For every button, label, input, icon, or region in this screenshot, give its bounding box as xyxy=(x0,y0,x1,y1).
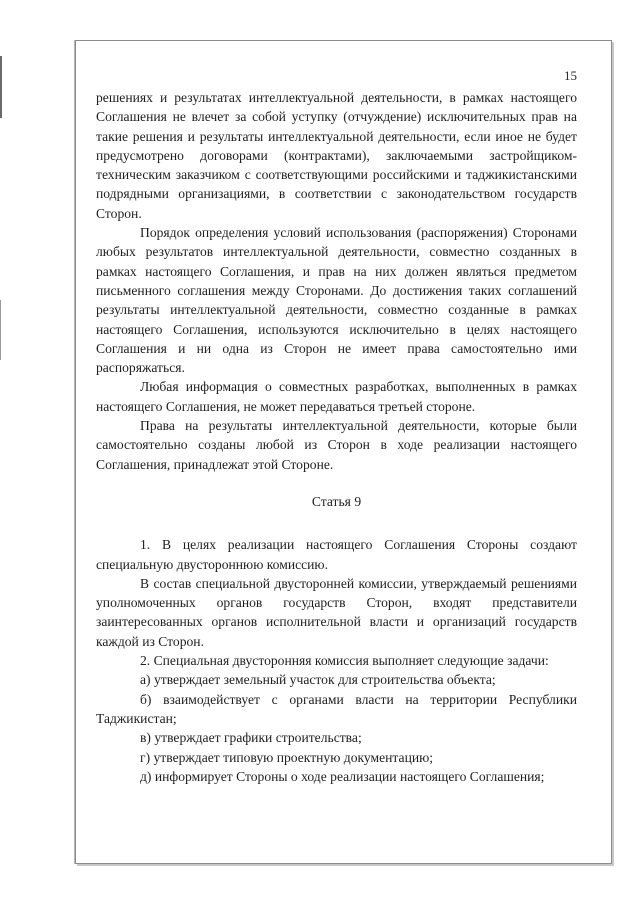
page-number: 15 xyxy=(564,68,577,83)
list-item: а) утверждает земельный участок для строительства объекта; xyxy=(140,672,496,688)
paragraph: 2. Специальная двусторонняя комиссия выполняет следующие задачи: xyxy=(140,653,549,669)
scan-edge-mark xyxy=(0,300,1,360)
list-item: г) утверждает типовую проектную документацию; xyxy=(140,749,434,765)
paragraph: В состав специальной двусторонней комиссии, утверждаемый решениями уполномоченных органов государств Сторон, входят представители заинтересованных органов исполнительной власти и организаций государств каждой из Сторон. xyxy=(96,575,577,649)
paragraph: Любая информация о совместных разработках, выполненных в рамках настоящего Соглашения, не может передаваться третьей стороне. xyxy=(96,379,577,414)
article-heading: Статья 9 xyxy=(311,493,362,509)
paragraph: 1. В целях реализации настоящего Соглашения Стороны создают специальную двустороннюю комиссию. xyxy=(96,537,577,572)
list-item: в) утверждает графики строительства; xyxy=(140,730,362,746)
paragraph: Права на результаты интеллектуальной деятельности, которые были самостоятельно созданы любой из Сторон в ходе реализации настоящего Соглашения, принадлежат этой Стороне. xyxy=(96,418,577,472)
list-item: б) взаимодействует с органами власти на территории Республики Таджикистан; xyxy=(96,691,577,726)
paragraph: Порядок определения условий использования (распоряжения) Сторонами любых результатов интеллектуальной деятельности, совместно созданных в рамках настоящего Соглашения, и прав на них должен являться предметом письменного соглашения между Сторонами. До достижения таких соглашений результаты интеллектуальной деятельности, совместно созданные в рамках настоящего Соглашения, используются исключительно в целях настоящего Соглашения и ни одна из Сторон не имеет права самостоятельно ими распоряжаться. xyxy=(96,225,577,376)
list-item: д) информирует Стороны о ходе реализации настоящего Соглашения; xyxy=(140,768,545,784)
scan-edge-mark xyxy=(0,56,2,118)
paragraph-continuation: решениях и результатах интеллектуальной деятельности, в рамках настоящего Соглашения не влечет за собой уступку (отчуждение) исключительных прав на такие решения и результаты интеллектуальной деятельности, если иное не будет предусмотрено договорами (контрактами), заключаемыми застройщиком-техническим заказчиком с соответствующими российскими и таджикистанскими подрядными организациями, в соответствии с законодательством государств Сторон. xyxy=(96,90,577,221)
document-body xyxy=(96,88,577,786)
